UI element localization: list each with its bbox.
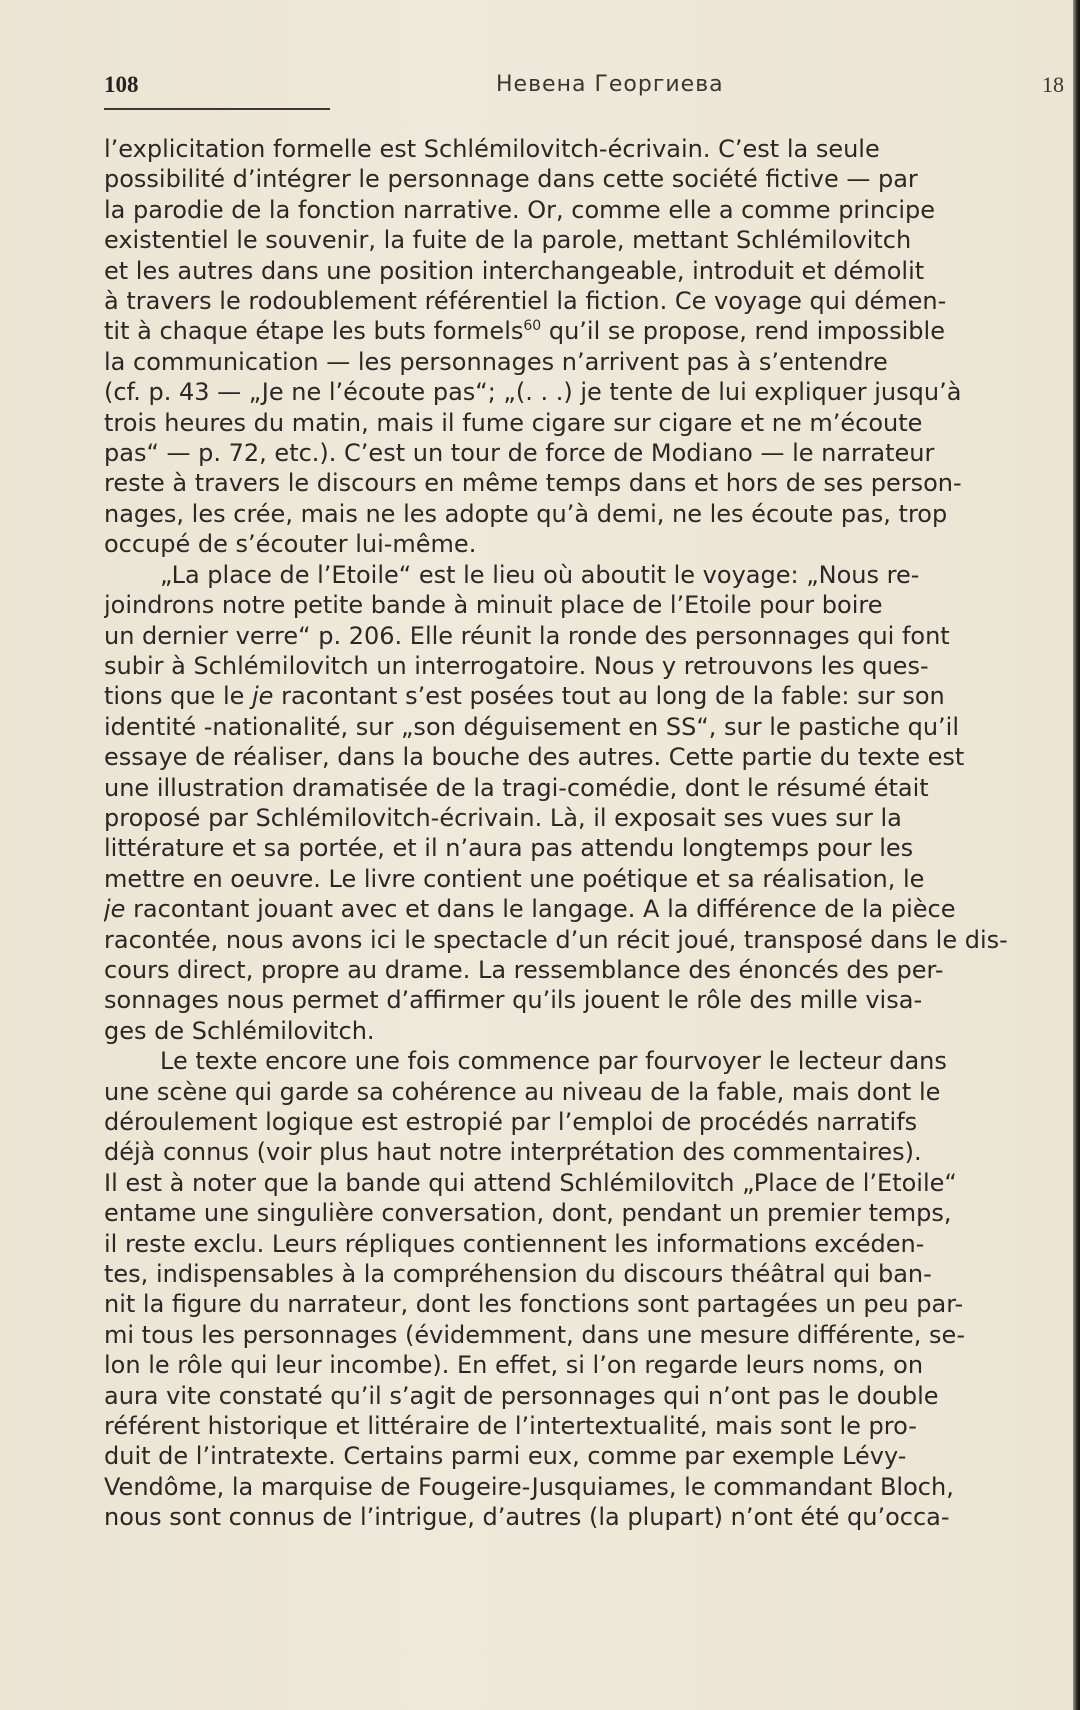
text-line: entame une singulière conversation, dont, pendant un premier temps, [104, 1199, 952, 1228]
text-line: joindrons notre petite bande à minuit place de l’Etoile pour boire [104, 591, 883, 620]
text-line [104, 681, 1064, 711]
text-line: déroulement logique est estropié par l’emploi de procédés narratifs [104, 1108, 918, 1136]
text-line: aura vite constaté qu’il s’agit de personnages qui n’ont pas le double [104, 1381, 939, 1410]
text-line: tes, indispensables à la compréhension du discours théâtral qui ban- [104, 1260, 932, 1289]
text-line: occupé de s’écouter lui-même. [104, 530, 477, 559]
text-line: (cf. p. 43 — „Je ne l’écoute pas“; „(. . .) je tente de lui expliquer jusqu’à [104, 378, 962, 407]
paragraph-start-line: Le texte encore une fois commence par fourvoyer le lecteur dans [160, 1047, 947, 1076]
text-line: une illustration dramatisée de la tragi-comédie, dont le résumé était [104, 773, 929, 802]
text-line: une scène qui garde sa cohérence au niveau de la fable, mais dont le [104, 1077, 941, 1106]
text-line [104, 894, 1064, 924]
text-line: cours direct, propre au drame. La ressemblance des énoncés des per- [104, 955, 944, 984]
text-line: déjà connus (voir plus haut notre interprétation des commentaires). [104, 1138, 922, 1167]
paragraph-start-line: „La place de l’Etoile“ est le lieu où aboutit le voyage: „Nous re- [160, 560, 920, 589]
italic-je: je [252, 682, 274, 711]
text-line: existentiel le souvenir, la fuite de la parole, mettant Schlémilovitch [104, 226, 912, 255]
text-line: la parodie de la fonction narrative. Or, comme elle a comme principe [104, 195, 936, 224]
text-segment: tit à chaque étape les buts formels [104, 317, 524, 346]
text-line: à travers le rodoublement référentiel la fiction. Ce voyage qui démen- [104, 287, 947, 316]
text-line: sonnages nous permet d’affirmer qu’ils jouent le rôle des mille visa- [104, 986, 923, 1015]
text-line: nages, les crée, mais ne les adopte qu’à demi, ne les écoute pas, trop [104, 499, 948, 528]
italic-je: je [104, 895, 126, 924]
text-line: littérature et sa portée, et il n’aura pas attendu longtemps pour les [104, 834, 914, 863]
text-line: la communication — les personnages n’arrivent pas à s’entendre [104, 347, 888, 376]
text-segment: racontant s’est posées tout au long de la fable: sur son [273, 682, 945, 711]
text-line: pas“ — p. 72, etc.). C’est un tour de force de Modiano — le narrateur [104, 439, 935, 468]
text-segment: racontant jouant avec et dans le langage. A la différence de la pièce [125, 895, 956, 924]
text-line: référent historique et littéraire de l’intertextualité, mais sont le pro- [104, 1412, 917, 1441]
text-line: Il est à noter que la bande qui attend Schlémilovitch „Place de l’Etoile“ [104, 1168, 957, 1197]
text-line: nit la figure du narrateur, dont les fonctions sont partagées un peu par- [104, 1290, 964, 1319]
text-line: mettre en oeuvre. Le livre contient une poétique et sa réalisation, le [104, 864, 925, 893]
running-head-author: Невена Георгиева [496, 72, 724, 97]
text-line: il reste exclu. Leurs répliques contiennent les informations excéden- [104, 1229, 925, 1258]
text-line: Vendôme, la marquise de Fougeire-Jusquiames, le commandant Bloch, [104, 1472, 954, 1501]
text-line: possibilité d’intégrer le personnage dans cette société fictive — par [104, 165, 918, 194]
text-line: nous sont connus de l’intrigue, d’autres (la plupart) n’ont été qu’occa- [104, 1503, 950, 1532]
text-line: lon le rôle qui leur incombe). En effet, si l’on regarde leurs noms, on [104, 1351, 924, 1380]
text-line: l’explicitation formelle est Schlémilovitch-écrivain. C’est la seule [104, 135, 880, 163]
text-line: identité -nationalité, sur „son déguisement en SS“, sur le pastiche qu’il [104, 712, 960, 741]
text-line: subir à Schlémilovitch un interrogatoire. Nous y retrouvons les ques- [104, 651, 929, 680]
header-right-mark: 18 [1042, 72, 1064, 97]
text-segment: tions que le [104, 682, 253, 711]
body-text [104, 134, 1064, 1533]
page-header [104, 72, 1064, 104]
text-line: reste à travers le discours en même temps dans et hors de ses person- [104, 469, 962, 498]
footnote-reference: 60 [523, 318, 542, 335]
text-line: ges de Schlémilovitch. [104, 1016, 375, 1045]
text-line [104, 316, 1064, 346]
header-rule [104, 108, 330, 110]
text-line: essaye de réaliser, dans la bouche des autres. Cette partie du texte est [104, 743, 965, 772]
text-line: un dernier verre“ p. 206. Elle réunit la ronde des personnages qui font [104, 621, 950, 650]
text-line: mi tous les personnages (évidemment, dans une mesure différente, se- [104, 1320, 965, 1349]
text-line: trois heures du matin, mais il fume cigare sur cigare et ne m’écoute [104, 408, 923, 437]
text-line: proposé par Schlémilovitch-écrivain. Là, il exposait ses vues sur la [104, 803, 902, 832]
text-line: duit de l’intratexte. Certains parmi eux, comme par exemple Lévy- [104, 1442, 907, 1471]
text-line: racontée, nous avons ici le spectacle d’un récit joué, transposé dans le dis- [104, 925, 1008, 954]
text-segment: qu’il se propose, rend impossible [541, 317, 945, 346]
page-number: 108 [104, 72, 139, 97]
page-edge-shadow [1073, 0, 1080, 1710]
text-line: et les autres dans une position interchangeable, introduit et démolit [104, 256, 925, 285]
